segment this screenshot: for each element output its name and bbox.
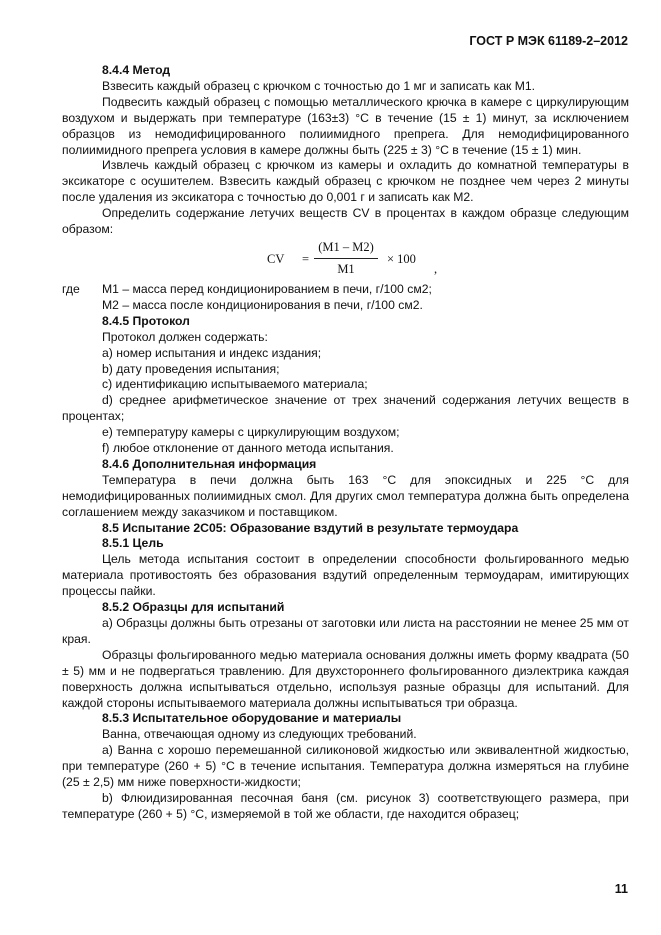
- section-8-4-6-title: 8.4.6 Дополнительная информация: [102, 456, 317, 471]
- paragraph: Взвесить каждый образец с крючком с точностью до 1 мг и записать как M1.: [102, 78, 536, 93]
- formula-equals: =: [302, 251, 310, 266]
- list-item: e) температуру камеры с циркулирующим воздухом;: [102, 425, 400, 440]
- section-8-5-title: 8.5 Испытание 2С05: Образование вздутий в результате термоудара: [102, 520, 519, 535]
- list-item: b) дату проведения испытания;: [102, 361, 280, 376]
- formula-lhs: CV: [267, 251, 285, 266]
- section-8-4-5-title: 8.4.5 Протокол: [102, 313, 190, 328]
- paragraph: a) Образцы должны быть отрезаны от заготовки или листа на расстоянии не менее 25 мм от края.: [62, 616, 629, 646]
- paragraph: Образцы фольгированного медью материала основания должны иметь форму квадрата (50 ± 5) мм и не подвергаться травлению. Для двухстороннего фольгированного диэлектрика каждая поверхность должна испытываться отдельно, используя разные образцы для испытаний. Для каждой стороны испытываемого материала должны испытываться три образца.: [62, 647, 629, 710]
- legend-m1: M1 – масса перед кондиционированием в печи, г/100 см2;: [102, 281, 432, 296]
- paragraph: a) Ванна с хорошо перемешанной силиконовой жидкостью или эквивалентной жидкостью, при температуре (260 + 5) °С в течение испытания. Температура должна измеряться на глубине (25 ± 2,5) мм ниже поверхности-жидкости;: [62, 743, 629, 790]
- formula-denominator: M1: [337, 261, 355, 276]
- formula-multiplier: × 100: [387, 251, 416, 266]
- paragraph: Извлечь каждый образец с крючком из камеры и охладить до комнатной температуры в эксикаторе с осушителем. Взвесить каждый образец с крючком не позднее чем через 2 минуты после удаления из эксикатора с точностью до 0,001 г и записать как M2.: [62, 158, 629, 205]
- list-item: f) любое отклонение от данного метода испытания.: [102, 441, 394, 456]
- document-header: ГОСТ Р МЭК 61189-2–2012: [469, 34, 628, 48]
- paragraph: b) Флюидизированная песочная баня (см. рисунок 3) соответствующего размера, при температуре (260 + 5) °С, измеряемой в той же области, где находится образец;: [62, 790, 629, 821]
- fraction-bar: [314, 258, 378, 259]
- page-number: 11: [614, 882, 628, 896]
- formula-numerator: (M1 – M2): [318, 239, 374, 254]
- list-item: a) номер испытания и индекс издания;: [102, 345, 322, 360]
- paragraph: Цель метода испытания состоит в определении способности фольгированного медью материала противостоять без образования вздутий определенным термоударам, имитирующих процессы пайки.: [62, 552, 629, 599]
- formula-comma: ,: [434, 261, 438, 276]
- section-8-5-2-title: 8.5.2 Образцы для испытаний: [102, 600, 285, 615]
- section-8-5-3-title: 8.5.3 Испытательное оборудование и материалы: [102, 711, 402, 726]
- paragraph: Ванна, отвечающая одному из следующих требований.: [102, 727, 417, 742]
- volatile-content-formula: [62, 240, 629, 282]
- list-item: c) идентификацию испытываемого материала;: [102, 377, 368, 392]
- page-content: [62, 63, 629, 823]
- section-8-4-4-title: 8.4.4 Метод: [102, 63, 171, 77]
- section-8-5-1-title: 8.5.1 Цель: [102, 536, 164, 551]
- paragraph: Подвесить каждый образец с помощью металлического крючка в камере с циркулирующим воздухом и выдержать при температуре (163±3) °С в течение (15 ± 1) минут, за исключением образцов из немодифицированного полиимидного препрега. Для немодифицированного полиимидного препрега условия в камере должны быть (225 ± 3) °С в течение (15 ± 1) мин.: [62, 94, 629, 157]
- formula-legend: [62, 282, 629, 314]
- legend-m2: M2 – масса после кондиционирования в печи, г/100 см2.: [102, 297, 423, 312]
- paragraph: Температура в печи должна быть 163 °С для эпоксидных и 225 °С для немодифицированных полиимидных смол. Для других смол температура должна быть определена соглашением между заказчиком и поставщиком.: [62, 472, 629, 519]
- where-word: где: [62, 281, 80, 296]
- paragraph: Определить содержание летучих веществ CV в процентах в каждом образце следующим образом:: [62, 206, 629, 237]
- paragraph: Протокол должен содержать:: [102, 329, 268, 344]
- list-item: d) среднее арифметическое значение от трех значений содержания летучих веществ в процентах;: [62, 393, 629, 424]
